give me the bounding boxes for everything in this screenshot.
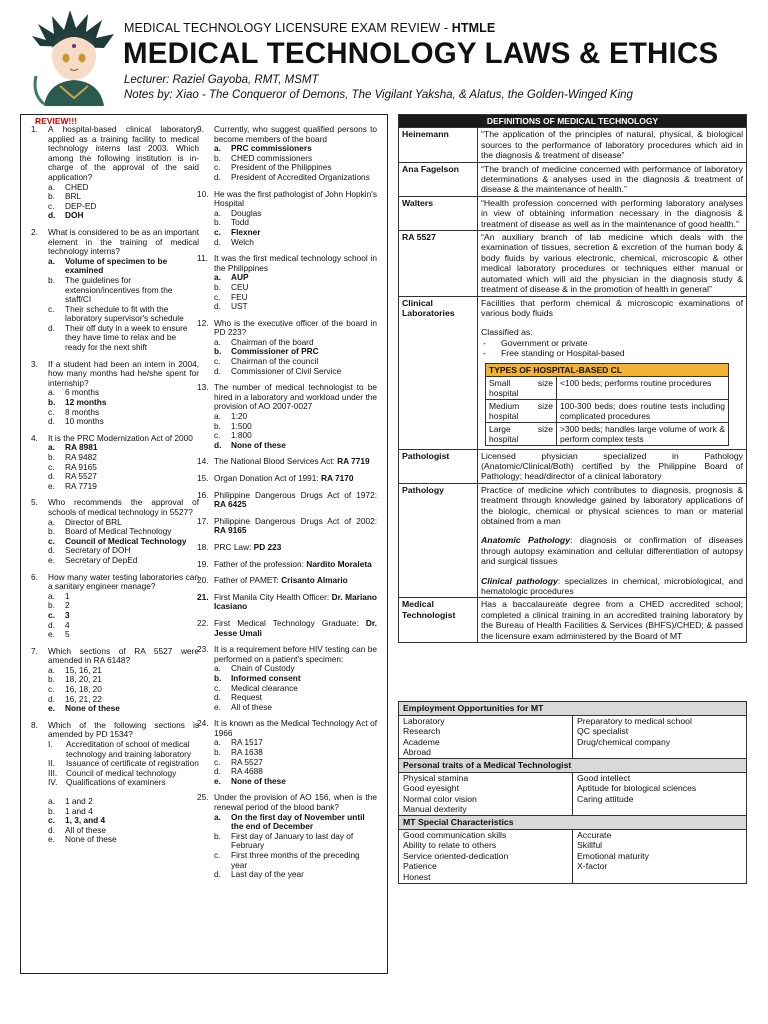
hospital-type-desc: 100-300 beds; does routine tests including complicated procedures [557, 399, 729, 422]
answer-option: e. None of these [214, 775, 286, 786]
trait-row [399, 737, 747, 748]
answer-option: b. First day of January to last day of February [214, 830, 354, 851]
question-text: Which of the following sections is amended by PD 1534? [48, 719, 199, 740]
question-body [214, 383, 377, 450]
definition-text: “The branch of medicine concerned with performance of laboratory determinations & analyses used in the diagnosis & treatment of disease & the maintenance of health.” [478, 162, 747, 196]
question [197, 383, 377, 450]
answer-option: c. 1, 3, and 4 [48, 815, 106, 826]
answer-option: b. CHED commissioners [214, 152, 313, 163]
question-text: Under the provision of AO 156, when is the renewal period of the blood bank? [214, 792, 377, 813]
answer-option: d. RA 5527 [48, 471, 97, 482]
trait-cell: X-factor [573, 861, 747, 872]
question [31, 647, 199, 714]
trait-row [399, 772, 747, 783]
answer-option: d. Secretary of DOH [48, 545, 131, 556]
question-text: What is considered to be as an important element in the training of medical technology interns? [48, 226, 199, 257]
question [197, 793, 377, 879]
question-body [48, 228, 199, 353]
question [197, 645, 377, 712]
question-text: It is known as the Medical Technology Act of 1966 [214, 718, 377, 738]
definition-text [478, 483, 747, 598]
trait-cell [573, 804, 747, 815]
question-number: 24. [197, 718, 209, 729]
trait-cell [573, 872, 747, 883]
trait-row [399, 872, 747, 883]
question [197, 474, 377, 484]
answer-option: b. 1:500 [214, 420, 252, 431]
answer-option: d. 16, 21, 22 [48, 693, 102, 704]
traits-section-heading: Personal traits of a Medical Technologist [399, 758, 747, 772]
review-box [20, 114, 388, 974]
answer-option: d. 10 months [48, 416, 104, 427]
question-number: 12. [197, 317, 209, 328]
trait-cell: Abroad [399, 747, 573, 758]
answer-option: c. Medical clearance [214, 682, 298, 693]
definition-term: Pathology [399, 483, 478, 598]
question-body [48, 498, 199, 565]
trait-row [399, 861, 747, 872]
answer-option: c. Council of Medical Technology [48, 535, 187, 546]
question-text: Currently, who suggest qualified persons to become members of the board [214, 124, 377, 144]
question-number: 10. [197, 188, 209, 199]
hospital-types-heading: TYPES OF HOSPITAL-BASED CL [486, 363, 729, 376]
question-number: 21. [197, 591, 209, 602]
review-label: REVIEW!!! [35, 116, 78, 126]
answer-option: c. 8 months [48, 406, 100, 417]
question-body [214, 125, 377, 183]
definition-term: Ana Fagelson [399, 162, 478, 196]
statement-item: IV. Qualifications of examiners [48, 777, 166, 788]
question-number: 14. [197, 456, 209, 467]
hospital-type-row [486, 399, 729, 422]
answer-option: a. Chairman of the board [214, 336, 314, 347]
answer-option: a. 1 [48, 590, 70, 601]
question-body [214, 319, 377, 377]
definition-term: Pathologist [399, 449, 478, 483]
class-item: - Government or private [483, 337, 588, 348]
answer-option: a. Volume of specimen to be examined [48, 255, 168, 276]
trait-cell: Drug/chemical company [573, 737, 747, 748]
question-body [214, 254, 377, 312]
question-text: Father of PAMET: Crisanto Almario [214, 575, 348, 586]
question [197, 491, 377, 510]
answer-option: d. Request [214, 692, 262, 703]
trait-cell: Normal color vision [399, 794, 573, 805]
answer-option: d. DOH [48, 210, 84, 221]
question [31, 498, 199, 565]
answer-option: b. 18, 20, 21 [48, 674, 102, 685]
trait-cell: Good intellect [573, 772, 747, 783]
answer-option: b. BRL [48, 191, 82, 202]
answer-option: a. 1 and 2 [48, 796, 93, 806]
definition-text: Has a baccalaureate degree from a CHED accredited school; completed a clinical training in an accredited training laboratory by the Bureau of Health Facilities & Services (BHFS)/CHED; & passed the licensure exam administered by the Board of MT [478, 598, 747, 643]
answer-option: d. RA 4688 [214, 766, 263, 777]
notes-line: Notes by: Xiao - The Conqueror of Demons, The Vigilant Yaksha, & Alatus, the Golden-Winged King [124, 89, 633, 101]
character-avatar-icon [30, 6, 118, 106]
question-body [214, 719, 377, 786]
question-number: 1. [31, 124, 38, 134]
trait-cell: Accurate [573, 829, 747, 840]
answer-option: d. UST [214, 301, 248, 312]
question-text: The number of medical technologist to be hired in a laboratory and workload under the provision of AO 2007-0027 [214, 382, 377, 412]
trait-row [399, 840, 747, 851]
answer-option: c. DEP-ED [48, 200, 97, 211]
trait-cell [573, 747, 747, 758]
hospital-type-row [486, 376, 729, 399]
review-column-2 [197, 125, 377, 887]
page-title: MEDICAL TECHNOLOGY LAWS & ETHICS [123, 37, 719, 70]
answer-option: b. RA 9482 [48, 452, 97, 462]
answer-option: c. 3 [48, 609, 70, 620]
trait-row [399, 726, 747, 737]
answer-option: c. RA 9165 [48, 461, 97, 472]
definition-text: “An auxiliary branch of lab medicine which deals with the examination of tissues, secretion & excretion of the human body & body fluids by various electronic, chemical, microscopic & other medical laboratory procedures or techniques either manual or automated which will aid the physician in the diagnosis study & treatment of disease & in the promotion of health in general” [478, 231, 747, 296]
answer-option: c. Flexner [214, 226, 261, 237]
question-text: It was the first medical technology school in the Philippines [214, 253, 377, 273]
answer-option: a. 15, 16, 21 [48, 664, 102, 675]
question-body [214, 593, 377, 612]
answer-option: b. Todd [214, 217, 249, 228]
question-body [214, 793, 377, 879]
question-text: It is a requirement before HIV testing can be performed on a patient's specimen: [214, 644, 377, 664]
hospital-type-name: Large size hospital [486, 422, 557, 445]
question [197, 254, 377, 312]
trait-cell: Manual dexterity [399, 804, 573, 815]
question-text: If a student had been an intern in 2004, how many months had he/she spent for internship? [48, 358, 199, 388]
definition-row [399, 196, 747, 230]
trait-cell: Emotional maturity [573, 851, 747, 862]
question-number: 3. [31, 358, 38, 369]
hospital-type-desc: <100 beds; performs routine procedures [557, 376, 729, 399]
review-column-1 [31, 125, 199, 852]
answer-option: c. FEU [214, 291, 248, 302]
lecturer-line: Lecturer: Raziel Gayoba, RMT, MSMT [124, 74, 319, 86]
question-number: 18. [197, 541, 209, 552]
question-number: 2. [31, 226, 38, 237]
trait-row [399, 829, 747, 840]
answer-option: c. Their schedule to fit with the laboratory supervisor's schedule [48, 303, 184, 324]
question-number: 5. [31, 497, 38, 508]
question-body [48, 721, 199, 845]
question-number: 19. [197, 558, 209, 569]
question-number: 7. [31, 645, 38, 656]
question-body [48, 573, 199, 640]
answer-option: a. 1:20 [214, 411, 248, 422]
question-text: Philippine Dangerous Drugs Act of 2002: RA 9165 [214, 515, 377, 536]
question [31, 721, 199, 845]
hospital-type-row [486, 422, 729, 445]
trait-cell: Good communication skills [399, 829, 573, 840]
trait-row [399, 794, 747, 805]
question-body [214, 474, 377, 484]
trait-cell: Preparatory to medical school [573, 715, 747, 726]
question-text: First Medical Technology Graduate: Dr. Jesse Umali [214, 617, 377, 638]
question-number: 15. [197, 473, 209, 483]
question-text: He was the first pathologist of John Hopkin's Hospital [214, 188, 377, 209]
question-body [214, 543, 377, 553]
hospital-type-name: Small size hospital [486, 376, 557, 399]
answer-option: b. The guidelines for extension/incentives from the staff/CI [48, 274, 173, 305]
definitions-heading: DEFINITIONS OF MEDICAL TECHNOLOGY [399, 115, 747, 128]
answer-option: c. RA 5527 [214, 756, 263, 767]
question-body [214, 645, 377, 712]
question-text: PRC Law: PD 223 [214, 541, 282, 552]
question-answer: Nardito Moraleta [306, 558, 372, 569]
question-body [214, 457, 377, 467]
trait-cell: Good eyesight [399, 783, 573, 794]
question-number: 16. [197, 489, 209, 500]
trait-cell: QC specialist [573, 726, 747, 737]
question-body [214, 491, 377, 510]
answer-option: d. None of these [214, 439, 286, 450]
question-number: 20. [197, 575, 209, 586]
answer-option: a. CHED [48, 181, 89, 192]
question-body [214, 190, 377, 248]
question-answer: PD 223 [253, 541, 282, 552]
question-number: 25. [197, 792, 209, 803]
question [197, 125, 377, 183]
definition-text: “The application of the principles of natural, physical, & biological sources to the performance of laboratory procedures which aid in the diagnosis & treatment of disease” [478, 128, 747, 162]
question [197, 319, 377, 377]
definition-term: Clinical Laboratories [399, 296, 478, 449]
definition-text [478, 296, 747, 449]
pathology-desc: Practice of medicine which contributes to diagnosis, prognosis & treatment through knowledge gained by laboratory applications of the biologic, chemical or physical sciences to man or material obtained from a man [481, 484, 743, 526]
question-body [48, 125, 199, 221]
anatomic-pathology: Anatomic Pathology: diagnosis or confirmation of diseases through autopsy examination and cellular differentiation of autopsy and surgical tissues [481, 535, 743, 567]
answer-option: a. On the first day of November until the end of December [214, 811, 365, 832]
employment-section-heading-row [399, 702, 747, 716]
special-section-heading: MT Special Characteristics [399, 815, 747, 829]
question-number: 17. [197, 515, 209, 526]
question-body [48, 647, 199, 714]
statement-item: I. Accreditation of school of medical technology and training laboratory [48, 739, 191, 759]
trait-row [399, 715, 747, 726]
trait-cell: Patience [399, 861, 573, 872]
answer-option: b. 1 and 4 [48, 805, 93, 816]
class-item: - Free standing or Hospital-based [483, 348, 625, 359]
answer-option: b. CEU [214, 281, 249, 292]
definition-row [399, 296, 747, 449]
question-text: Which sections of RA 5527 were amended in RA 6148? [48, 645, 199, 666]
question-number: 9. [197, 124, 204, 134]
question-answer: Crisanto Almario [281, 575, 348, 586]
trait-cell: Laboratory [399, 715, 573, 726]
question-body [214, 619, 377, 638]
answer-option: a. Douglas [214, 207, 262, 218]
question-body [214, 576, 377, 586]
answer-option: d. All of these [48, 824, 107, 835]
question-answer: RA 7719 [337, 456, 370, 467]
question-number: 23. [197, 644, 209, 655]
hospital-type-name: Medium size hospital [486, 399, 557, 422]
definition-text: Licensed physician specialized in Pathology (Anatomic/Clinical/Both) certified by the Philippine Board of Pathology; head/director of a clinical laboratory [478, 449, 747, 483]
answer-option: c. Chairman of the council [214, 356, 319, 367]
trait-row [399, 747, 747, 758]
page-header [0, 0, 768, 108]
statement-item: II. Issuance of certificate of registration [48, 758, 199, 769]
special-section-heading-row [399, 815, 747, 829]
question-answer: RA 6425 [214, 499, 247, 510]
trait-row [399, 851, 747, 862]
answer-option: b. Board of Medical Technology [48, 526, 172, 537]
trait-cell: Skillful [573, 840, 747, 851]
question-body [214, 517, 377, 536]
answer-option: b. 12 months [48, 397, 107, 408]
definition-row [399, 128, 747, 162]
question [197, 593, 377, 612]
question-number: 22. [197, 617, 209, 628]
answer-option: d. Their off duty in a week to ensure they have time to relax and be ready for the next shift [48, 322, 188, 353]
definition-row [399, 231, 747, 296]
question [197, 457, 377, 467]
question-text: Organ Donation Act of 1991: RA 7170 [214, 473, 354, 483]
answer-option: c. First three months of the preceding year [214, 850, 360, 870]
definition-row [399, 598, 747, 643]
classified-label: Classified as: [481, 327, 533, 338]
answer-option: b. Informed consent [214, 672, 301, 683]
question [31, 228, 199, 353]
course-subtitle: MEDICAL TECHNOLOGY LICENSURE EXAM REVIEW - HTMLE [124, 21, 496, 35]
mt-characteristics-table [398, 701, 747, 884]
answer-option: c. President of the Philippines [214, 162, 332, 173]
question-text: Father of the profession: Nardito Moraleta [214, 558, 372, 569]
answer-option: e. Secretary of DepEd [48, 554, 138, 565]
definition-term: RA 5527 [399, 231, 478, 296]
hospital-types-table [485, 363, 729, 446]
answer-option: c. 16, 18, 20 [48, 684, 102, 695]
question-text: Who is the executive officer of the board in PD 223? [214, 317, 377, 338]
definition-text: “Health profession concerned with performing laboratory analyses in view of obtaining information necessary in the diagnosis & treatment of disease as well as in the maintenance of good health.” [478, 196, 747, 230]
question-body [48, 360, 199, 427]
question-number: 6. [31, 571, 38, 582]
question [31, 434, 199, 492]
question-text: How many water testing laboratories can a sanitary engineer manage? [48, 571, 199, 592]
question-body [48, 434, 199, 492]
trait-cell: Academe [399, 737, 573, 748]
question [197, 619, 377, 638]
question-number: 8. [31, 719, 38, 730]
question [197, 517, 377, 536]
definition-row [399, 162, 747, 196]
answer-option: d. 4 [48, 619, 70, 630]
question [31, 125, 199, 221]
question-body [214, 560, 377, 570]
answer-option: b. RA 1638 [214, 747, 263, 758]
question-number: 11. [197, 253, 208, 264]
question [31, 360, 199, 427]
answer-option: b. Commissioner of PRC [214, 346, 319, 357]
definition-row [399, 483, 747, 598]
clinical-pathology: Clinical pathology: specializes in chemical, microbiological, and hematologic procedures [481, 575, 743, 596]
clinical-lab-desc: Facilities that perform chemical & microscopic examinations of various body fluids [481, 297, 743, 318]
answer-option: a. PRC commissioners [214, 143, 312, 154]
trait-cell: Caring attitude [573, 794, 747, 805]
answer-option: c. 1:800 [214, 430, 252, 441]
answer-option: e. 5 [48, 629, 70, 640]
question-text: First Manila City Health Officer: Dr. Mariano Icasiano [214, 591, 377, 612]
answer-option: a. Chain of Custody [214, 663, 295, 674]
question [197, 576, 377, 586]
definition-row [399, 449, 747, 483]
trait-cell: Honest [399, 872, 573, 883]
trait-cell: Ability to relate to others [399, 840, 573, 851]
question [197, 719, 377, 786]
answer-option: d. President of Accredited Organizations [214, 171, 370, 182]
question-text: It is the PRC Modernization Act of 2000 [48, 432, 193, 443]
answer-option: a. Director of BRL [48, 516, 122, 527]
definitions-table [398, 114, 747, 643]
question-answer: RA 7170 [321, 473, 354, 483]
question-answer: RA 9165 [214, 525, 247, 536]
question [197, 560, 377, 570]
question-text: The National Blood Services Act: RA 7719 [214, 456, 370, 467]
question [31, 573, 199, 640]
answer-option: d. Commissioner of Civil Service [214, 365, 342, 376]
answer-option: e. None of these [48, 834, 117, 845]
traits-section-heading-row [399, 758, 747, 772]
question-text: A hospital-based clinical laboratory, applied as a training facility to medical technology interns last 2003. Which among the following institution is in-charge of the approval of the said application? [48, 124, 199, 182]
trait-cell: Aptitude for biological sciences [573, 783, 747, 794]
question [197, 190, 377, 248]
hospital-type-desc: >300 beds; handles large volume of work & perform complex tests [557, 422, 729, 445]
question-answer: Dr. Mariano Icasiano [214, 591, 377, 612]
question-answer: Dr. Jesse Umali [214, 617, 377, 638]
answer-option: b. 2 [48, 600, 70, 611]
question-text: Who recommends the approval of schools of medical technology in 5527? [48, 497, 199, 517]
trait-row [399, 783, 747, 794]
definition-term: Walters [399, 196, 478, 230]
answer-option: d. Welch [214, 236, 254, 247]
definition-term: Heinemann [399, 128, 478, 162]
trait-cell: Research [399, 726, 573, 737]
answer-option: a. AUP [214, 272, 249, 283]
answer-option: e. None of these [48, 703, 120, 714]
question-text: Philippine Dangerous Drugs Act of 1972: RA 6425 [214, 489, 377, 510]
employment-section-heading: Employment Opportunities for MT [399, 702, 747, 716]
statement-item: III. Council of medical technology [48, 767, 177, 778]
question-number: 13. [197, 382, 209, 393]
answer-option: a. RA 8981 [48, 442, 98, 453]
answer-option: a. RA 1517 [214, 737, 263, 748]
answer-option: a. 6 months [48, 387, 100, 398]
definition-term: Medical Technologist [399, 598, 478, 643]
answer-option: d. Last day of the year [214, 869, 304, 880]
question-number: 4. [31, 432, 38, 443]
answer-option: e. RA 7719 [48, 480, 97, 491]
answer-option: e. All of these [214, 701, 273, 712]
question [197, 543, 377, 553]
trait-cell: Service oriented-dedication [399, 851, 573, 862]
trait-cell: Physical stamina [399, 772, 573, 783]
trait-row [399, 804, 747, 815]
